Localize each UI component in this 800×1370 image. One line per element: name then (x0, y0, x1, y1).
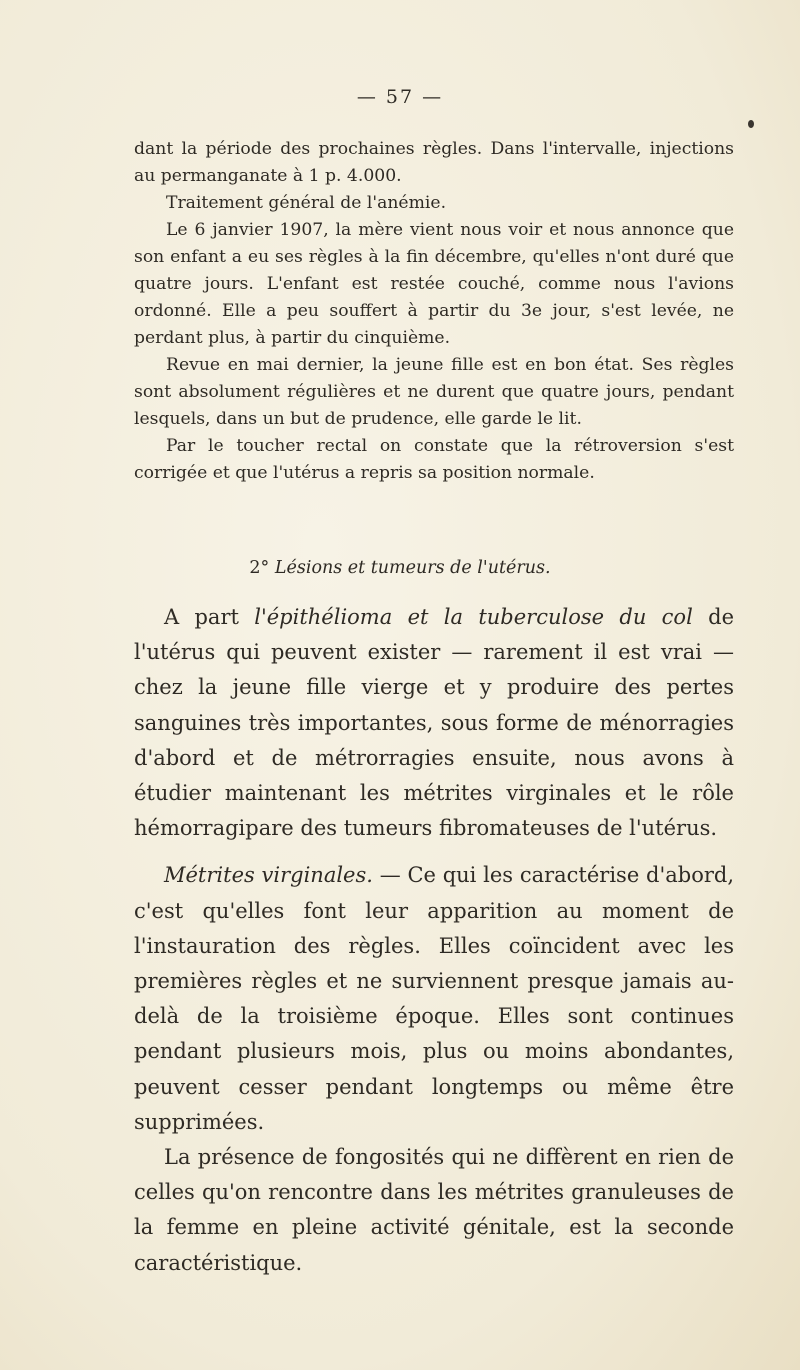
paragraph-metrites (134, 858, 734, 1140)
ink-dot (748, 120, 754, 128)
intro-lead: A part (164, 605, 255, 629)
main-text-block (134, 600, 734, 1281)
paragraph-rectal-exam: Par le toucher rectal on constate que la rétroversion s'est corrigée et que l'utérus a repris sa position normale. (134, 436, 734, 483)
metrites-heading: Métrites virginales. (164, 863, 373, 888)
intro-body: de l'utérus qui peuvent exister — rarement il est vrai — chez la jeune fille vierge et y produire des pertes sanguines très importantes, sous forme de ménorragies d'abord et de métrorragies ensuite, nous avons à étudier maintenant les métrites virginales et le rôle hémorragipare des tumeurs fibromateuses de l'utérus. (134, 605, 734, 841)
paragraph-january-visit: Le 6 janvier 1907, la mère vient nous voir et nous annonce que son enfant a eu ses règles à la fin décembre, qu'elles n'ont duré que quatre jours. L'enfant est restée couché, comme nous l'avions ordonné. Elle a peu souffert à partir du 3e jour, s'est levée, ne perdant plus, à partir du cinquième. (134, 220, 734, 348)
paragraph-fongosites: La présence de fongosités qui ne diffèrent en rien de celles qu'on rencontre dans les métrites granuleuses de la femme en pleine activité génitale, est la seconde caractéristique. (134, 1145, 734, 1275)
intro-italic-term: l'épithélioma et la tuberculose du col (254, 605, 693, 629)
section-heading (0, 558, 800, 578)
metrites-body: — Ce qui les caractérise d'abord, c'est qu'elles font leur apparition au moment de l'instauration des règles. Elles coïncident avec les premières règles et ne surviennent presque jamais au-delà de la troisième époque. Elles sont continues pendant plusieurs mois, plus ou moins abondantes, peuvent cesser pendant longtemps ou même être supprimées. (134, 863, 734, 1134)
paragraph-continuation: dant la période des prochaines règles. Dans l'intervalle, injections au permanganate à 1 p. 4.000. (134, 139, 734, 186)
paragraph-intro (134, 600, 734, 846)
paragraph-may-review: Revue en mai dernier, la jeune fille est en bon état. Ses règles sont absolument régulières et ne durent que quatre jours, pendant lesquels, dans un but de prudence, elle garde le lit. (134, 355, 734, 429)
section-number: 2° (249, 558, 270, 578)
paragraph-treatment: Traitement général de l'anémie. (166, 193, 447, 213)
small-print-block (134, 136, 734, 487)
page-number: — 57 — (356, 86, 444, 108)
section-title: Lésions et tumeurs de l'utérus. (274, 558, 551, 578)
